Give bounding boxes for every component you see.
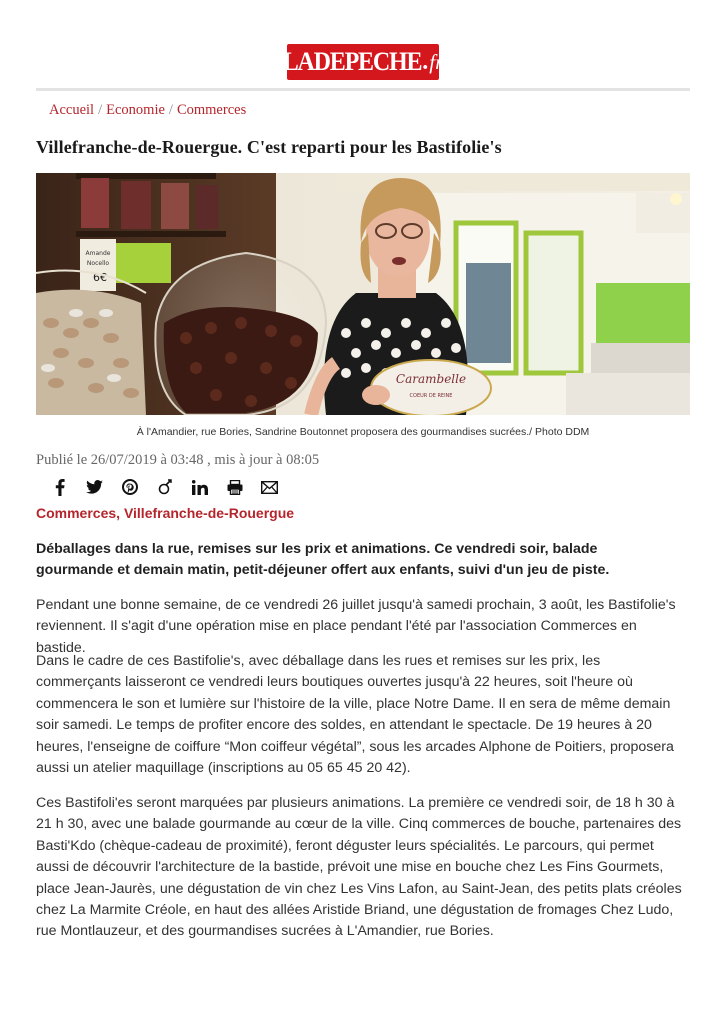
logo-dot: . [422,48,429,75]
email-icon[interactable] [252,477,287,497]
photo-sign-price: 6€ [93,271,107,284]
breadcrumb [49,102,246,119]
logo-tld: fr [429,49,444,74]
article-photo [36,173,690,415]
tag-link-commerces[interactable]: Commerces [36,505,117,521]
pinterest-icon[interactable] [112,477,147,497]
photo-sign-text: Amande [85,250,111,257]
viadeo-icon[interactable] [147,477,182,497]
breadcrumb-economie[interactable]: Economie [106,102,165,118]
article-paragraph: Pendant une bonne semaine, de ce vendredi 26 juillet jusqu'à samedi prochain, 3 août, les Bastifolie's reviennent. Il s'agit d'une opération mise en place pendant l'été par l'association Commerces en bastide. [36,597,676,656]
tag-separator: , [116,505,124,521]
publication-date: Publié le 26/07/2019 à 03:48 , mis à jour à 08:05 [36,452,320,468]
photo-box-sub: COEUR DE REINE [409,393,453,399]
share-bar [42,477,287,497]
article-title: Villefranche-de-Rouergue. C'est reparti pour les Bastifolie's [36,137,502,157]
photo-caption: À l'Amandier, rue Bories, Sandrine Boutonnet proposera des gourmandises sucrées./ Photo DDM [136,426,590,438]
photo-sign-text: Nocello [86,260,110,267]
breadcrumb-home[interactable]: Accueil [49,102,95,118]
photo-box-brand: Carambelle [395,372,467,386]
breadcrumb-separator: / [98,102,103,118]
article-paragraph: Ces Bastifoli'es seront marquées par plusieurs animations. La première ce vendredi soir, de 18 h 30 à 21 h 30, avec une balade gourmande au cœur de la ville. Cinq commerces de bouche, partenaires des Basti'Kdo (chèque-cadeau de proximité), feront déguster leurs spécialités. Le parcours, qui permet aussi de découvrir l'architecture de la bastide, prévoit une mise en bouche chez Les Fins Gourmets, place Jean-Jaurès, une dégustation de vin chez Les Vins Lafon, au Saint-Jean, des petits plats créoles chez La Marmite Créole, en haut des allées Aristide Briand, une dégustation de fromages Chez Ludo, rue Montlauzeur, et des gourmandises sucrées à L'Amandier, rue Bories. [36,795,682,940]
tag-link-villefranche[interactable]: Villefranche-de-Rouergue [123,505,295,521]
article-tags [36,505,294,521]
breadcrumb-separator: / [168,102,173,118]
header-divider [36,88,690,91]
article-paragraph: Dans le cadre de ces Bastifolie's, avec déballage dans les rues et remises sur les prix, les commerçants laisseront ce vendredi leurs boutiques ouvertes jusqu'à 22 heures, soit l'heure où commencera le son et lumière sur l'histoire de la ville, place Notre Dame. Il en sera de même demain soir samedi. Le temps de profiter encore des soldes, en attendant le spectacle. De 19 heures à 20 heures, l'enseigne de coiffure “Mon coiffeur végétal”, sous les arcades Alphone de Poitiers, proposera aussi un atelier maquillage (inscriptions au 05 65 45 20 42). [36,653,674,777]
site-logo[interactable] [282,44,444,80]
breadcrumb-commerces[interactable]: Commerces [176,102,247,118]
linkedin-icon[interactable] [182,477,217,497]
logo-brand: LADEPECHE [282,46,422,76]
article-lead: Déballages dans la rue, remises sur les prix et animations. Ce vendredi soir, balade gourmande et demain matin, petit-déjeuner offert aux enfants, suivi d'un jeu de piste. [36,541,610,578]
print-icon[interactable] [217,477,252,497]
facebook-icon[interactable] [42,477,77,497]
twitter-icon[interactable] [77,477,112,497]
site-header [0,0,724,92]
